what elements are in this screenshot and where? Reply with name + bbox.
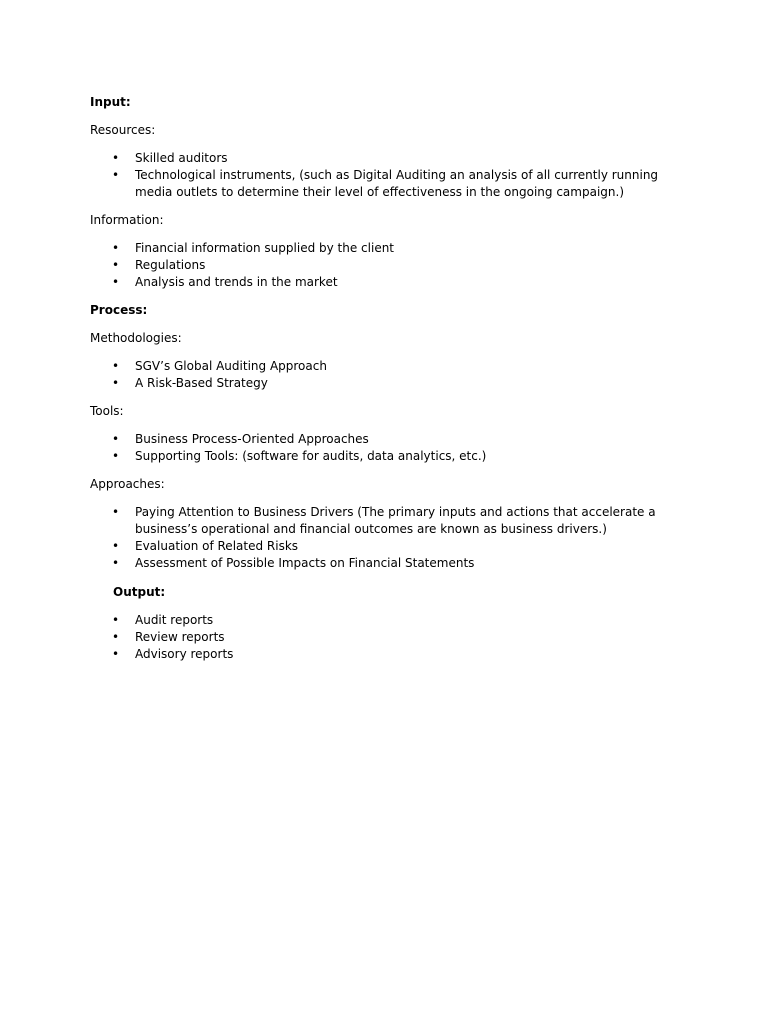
list-item-text: Analysis and trends in the market (135, 275, 338, 289)
resources-list (90, 150, 690, 201)
resources-label: Resources: (90, 123, 156, 137)
input-heading: Input: (90, 95, 131, 109)
list-item (90, 448, 680, 465)
list-item-text: Review reports (135, 630, 225, 644)
list-item-text: Supporting Tools: (software for audits, data analytics, etc.) (135, 449, 487, 463)
list-item (90, 358, 680, 375)
list-item (90, 538, 680, 555)
list-item (90, 629, 680, 646)
bullet-icon: • (112, 359, 120, 373)
list-item (90, 555, 680, 572)
list-item (90, 167, 680, 201)
process-heading: Process: (90, 303, 148, 317)
bullet-icon: • (112, 432, 120, 446)
bullet-icon: • (112, 275, 120, 289)
list-item-text: Business Process-Oriented Approaches (135, 432, 369, 446)
list-item-text: Regulations (135, 258, 206, 272)
approaches-list (90, 504, 690, 572)
methodologies-list (90, 358, 690, 392)
bullet-icon: • (112, 556, 120, 570)
list-item (90, 431, 680, 448)
bullet-icon: • (112, 376, 120, 390)
tools-list (90, 431, 690, 465)
bullet-icon: • (112, 258, 120, 272)
list-item (90, 257, 680, 274)
approaches-label: Approaches: (90, 477, 165, 491)
list-item-text: Skilled auditors (135, 151, 228, 165)
list-item (90, 612, 680, 629)
output-heading: Output: (113, 585, 166, 599)
bullet-icon: • (112, 539, 120, 553)
list-item-text: Audit reports (135, 613, 214, 627)
list-item (90, 150, 680, 167)
bullet-icon: • (112, 151, 120, 165)
bullet-icon: • (112, 505, 120, 519)
list-item-text: Advisory reports (135, 647, 234, 661)
bullet-icon: • (112, 449, 120, 463)
bullet-icon: • (112, 630, 120, 644)
list-item (90, 504, 680, 538)
list-item-text: Financial information supplied by the client (135, 241, 395, 255)
list-item-text: Paying Attention to Business Drivers (The primary inputs and actions that accelerate a business’s operational and financial outcomes are known as business drivers.) (135, 505, 656, 536)
bullet-icon: • (112, 241, 120, 255)
list-item (90, 274, 680, 291)
list-item (90, 240, 680, 257)
list-item (90, 646, 680, 663)
bullet-icon: • (112, 168, 120, 182)
tools-label: Tools: (90, 404, 124, 418)
list-item-text: Evaluation of Related Risks (135, 539, 299, 553)
bullet-icon: • (112, 647, 120, 661)
list-item-text: A Risk-Based Strategy (135, 376, 268, 390)
bullet-icon: • (112, 613, 120, 627)
methodologies-label: Methodologies: (90, 331, 182, 345)
list-item-text: SGV’s Global Auditing Approach (135, 359, 327, 373)
list-item-text: Technological instruments, (such as Digital Auditing an analysis of all currently running media outlets to determine their level of effectiveness in the ongoing campaign.) (135, 168, 659, 199)
list-item-text: Assessment of Possible Impacts on Financial Statements (135, 556, 475, 570)
information-list (90, 240, 690, 291)
output-list (90, 612, 690, 663)
list-item (90, 375, 680, 392)
information-label: Information: (90, 213, 164, 227)
